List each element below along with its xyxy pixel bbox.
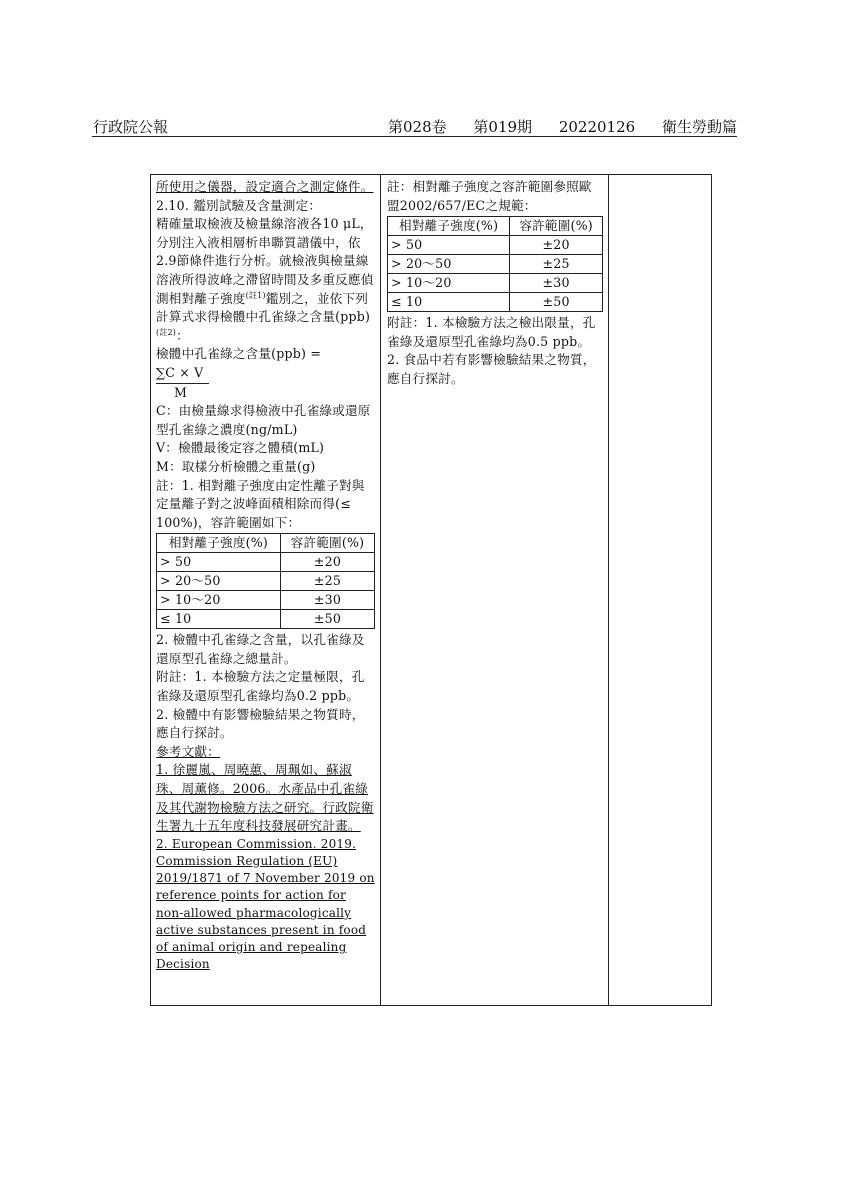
- reference-1: 1. 徐麗嵐、周曉蕙、周珮如、蘇淑珠、周薰修。2006。水產品中孔雀綠及其代謝物檢驗方法之研究。行政院衛生署九十五年度科技發展研究計畫。: [156, 762, 374, 834]
- th-intensity: 相對離子強度(%): [388, 217, 510, 236]
- table-cell: > 20～50: [157, 572, 281, 591]
- appendix-1-original: 附註：1. 本檢驗方法之檢出限量，孔雀綠及還原型孔雀綠均為0.5 ppb。: [387, 315, 596, 349]
- header-left-title: 行政院公報: [93, 118, 169, 136]
- table-cell: ±30: [280, 591, 374, 610]
- tolerance-table-revised: [156, 533, 375, 629]
- issue-label: 第019期: [473, 118, 533, 136]
- formula-denominator: M: [174, 384, 188, 400]
- note-eu-reference: 註：相對離子強度之容許範圍參照歐盟2002/657/EC之規範：: [387, 179, 592, 213]
- table-cell: ±50: [510, 293, 603, 312]
- table-cell: > 20～50: [388, 255, 510, 274]
- table-cell: ±25: [510, 255, 603, 274]
- th-tolerance: 容許範圍(%): [510, 217, 603, 236]
- comparison-table: [150, 174, 712, 1006]
- section-label: 衛生勞動篇: [661, 118, 737, 136]
- table-cell: ±20: [280, 553, 374, 572]
- table-cell: > 10～20: [388, 274, 510, 293]
- volume-label: 第028卷: [388, 118, 447, 136]
- section-2-10-heading: 2.10. 鑑別試驗及含量測定：: [156, 197, 322, 213]
- th-tolerance: 容許範圍(%): [280, 534, 374, 553]
- def-c: C：由檢量線求得檢液中孔雀綠或還原型孔雀綠之濃度(ng/mL): [156, 403, 371, 437]
- th-intensity: 相對離子強度(%): [157, 534, 281, 553]
- remarks-column: [609, 175, 713, 1005]
- note-2: 2. 檢體中孔雀綠之含量，以孔雀綠及還原型孔雀綠之總量計。: [156, 632, 365, 666]
- revised-text-column: [151, 175, 381, 1005]
- table-cell: ≤ 10: [388, 293, 510, 312]
- table-cell: ±50: [280, 610, 374, 629]
- table-cell: ±20: [510, 236, 603, 255]
- reference-2: 2. European Commission. 2019. Commission Regulation (EU) 2019/1871 of 7 November 2019 on reference points for action for non-allowed pharmacologically active substances present in food of animal origin and repealing Decision: [156, 836, 375, 972]
- appendix-1: 附註：1. 本檢驗方法之定量極限，孔雀綠及還原型孔雀綠均為0.2 ppb。: [156, 669, 365, 704]
- table-cell: ±25: [280, 572, 374, 591]
- table-cell: > 50: [157, 553, 281, 572]
- tolerance-table-original: [387, 216, 603, 312]
- header-rule: [92, 136, 737, 137]
- def-v: V：檢體最後定容之體積(mL): [156, 440, 325, 456]
- table-cell: ≤ 10: [157, 610, 281, 629]
- para-instrument: 所使用之儀器，設定適合之測定條件。: [156, 179, 374, 194]
- note-1: 註：1. 相對離子強度由定性離子對與定量離子對之波峰面積相除而得(≤ 100%)，容許範圍如下：: [156, 477, 365, 530]
- def-m: M：取樣分析檢體之重量(g): [156, 458, 316, 474]
- header-right-info: [366, 116, 737, 137]
- para-analysis: 精確量取檢液及檢量線溶液各10 μL，分別注入液相層析串聯質譜儀中，依2.9節條件進行分析。就檢液與檢量線溶液所得波峰之滯留時間及多重反應偵測相對離子強度$^{(註1)}$鑑別之，並依下列計算式求得檢體中孔雀綠之含量(ppb)$^{(註2)}$：: [156, 216, 374, 343]
- original-text-column: [381, 175, 609, 1005]
- table-cell: > 10～20: [157, 591, 281, 610]
- date-label: 20220126: [558, 118, 636, 136]
- formula-line: 檢體中孔雀綠之含量(ppb) =: [156, 346, 322, 362]
- formula-numerator: ∑C × V: [156, 364, 375, 384]
- table-cell: ±30: [510, 274, 603, 293]
- references-heading: 參考文獻：: [156, 743, 220, 759]
- table-cell: > 50: [388, 236, 510, 255]
- appendix-2-original: 2. 食品中若有影響檢驗結果之物質，應自行探討。: [387, 352, 596, 386]
- appendix-2: 2. 檢體中有影響檢驗結果之物質時，應自行探討。: [156, 706, 365, 741]
